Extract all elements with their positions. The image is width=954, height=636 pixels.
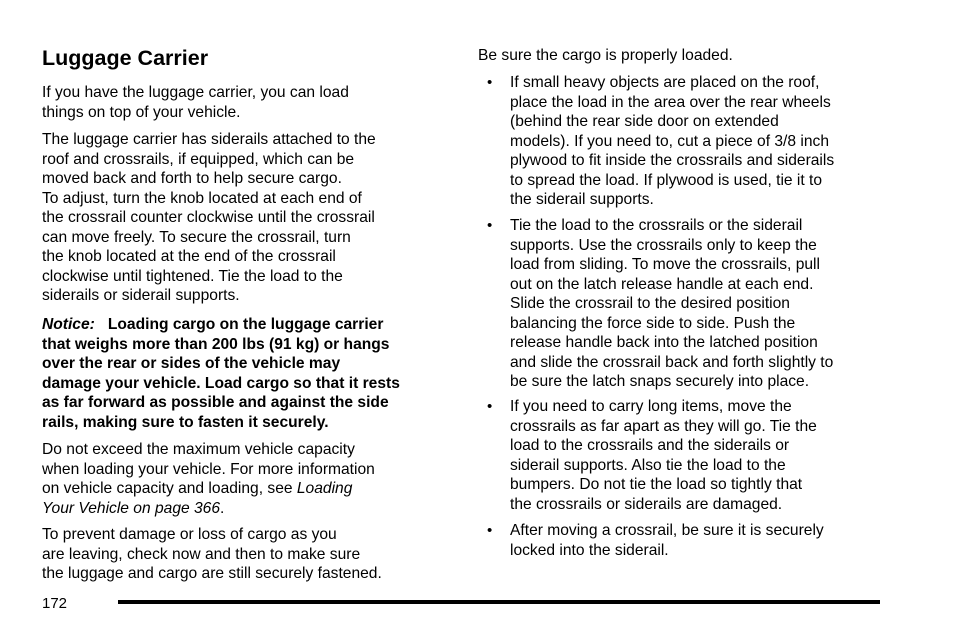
- capacity-text: Do not exceed the maximum vehicle capacity when loading your vehicle. For more information on vehicle capacity and loading, see: [42, 441, 375, 497]
- adjust-crossrail-paragraph: The luggage carrier has siderails attached to the roof and crossrails, if equipped, which can be moved back and forth to help secure cargo. To adjust, turn the knob located at each end of the crossrail counter clockwise until the crossrail can move freely. To secure the crossrail, turn the knob located at the end of the crossrail clockwise until tightened. Tie the load to the siderails or siderail supports.: [42, 131, 376, 304]
- prevent-damage-paragraph: To prevent damage or loss of cargo as you are leaving, check now and then to make sure the luggage and cargo are still securely fastened.: [42, 526, 382, 582]
- capacity-paragraph: [42, 440, 452, 518]
- bullet-text: If you need to carry long items, move the crossrails as far apart as they will go. Tie the load to the crossrails and the siderails or siderail supports. Also tie the load to the bumpers. Do not tie the load so tightly that the crossrails or siderails are damaged.: [510, 398, 817, 513]
- loading-reference-link: Loading Your Vehicle on page 366: [42, 480, 353, 517]
- page-number: 172: [42, 595, 68, 612]
- cargo-intro: Be sure the cargo is properly loaded.: [478, 47, 733, 64]
- notice-text: Loading cargo on the luggage carrier that weighs more than 200 lbs (91 kg) or hangs over the rear or sides of the vehicle may damage your vehicle. Load cargo so that it rests as far forward as possible and against the side rails, making sure to fasten it securely.: [42, 316, 400, 431]
- intro-paragraph: If you have the luggage carrier, you can load things on top of your vehicle.: [42, 84, 349, 121]
- footer-rule: [118, 600, 880, 604]
- bullet-icon: •: [487, 398, 493, 415]
- bullet-icon: •: [487, 522, 493, 539]
- section-heading: Luggage Carrier: [42, 46, 209, 70]
- notice-paragraph: [42, 315, 452, 432]
- bullet-text: Tie the load to the crossrails or the siderail supports. Use the crossrails only to keep the load from sliding. To move the crossrails, pull out on the latch release handle at each end. Slide the crossrail to the desired position balancing the force side to side. Push the release handle back into the latched position and slide the crossrail back and forth slightly to be sure the latch snaps securely into place.: [510, 217, 834, 390]
- bullet-text: If small heavy objects are placed on the roof, place the load in the area over the rear wheels (behind the rear side door on extended models). If you need to, cut a piece of 3/8 inch plywood to fit inside the crossrails and siderails to spread the load. If plywood is used, tie it to the siderail supports.: [510, 74, 835, 208]
- bullet-icon: •: [487, 217, 493, 234]
- bullet-icon: •: [487, 74, 493, 91]
- notice-label: Notice:: [42, 316, 95, 333]
- bullet-text: After moving a crossrail, be sure it is securely locked into the siderail.: [510, 522, 824, 559]
- capacity-period: .: [220, 499, 225, 517]
